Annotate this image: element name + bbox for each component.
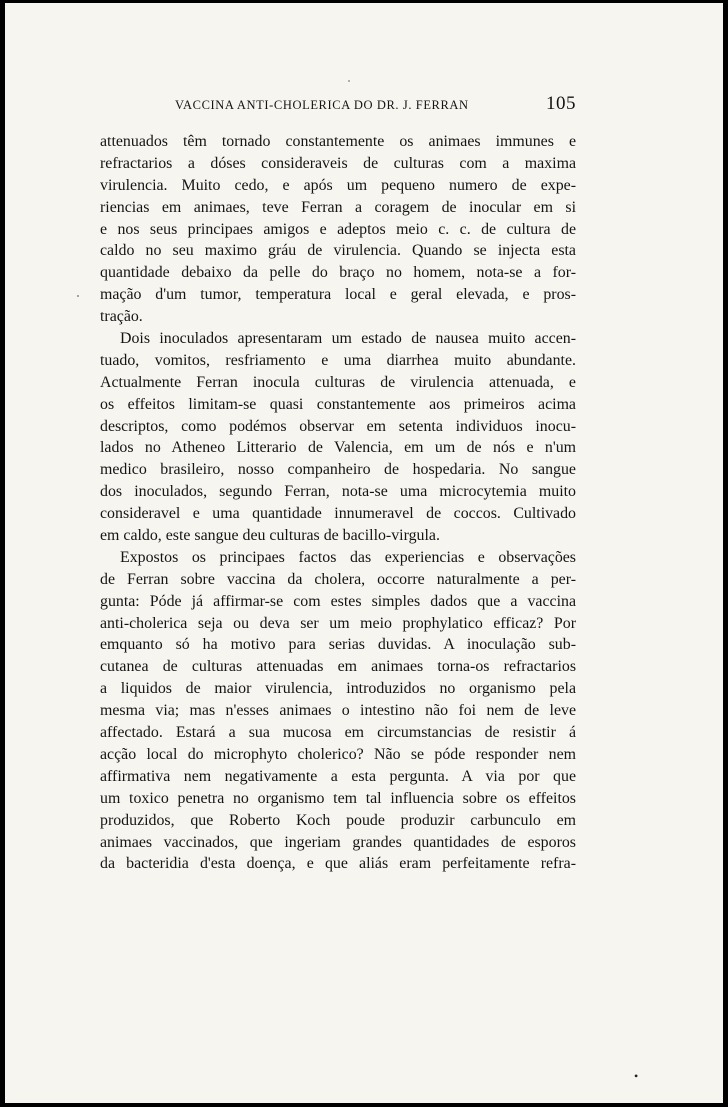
- text-line: tração.: [100, 308, 143, 326]
- text-line: affectado. Estará a sua mucosa em circumstancias de resistir á: [100, 724, 576, 742]
- page-number: 105: [546, 93, 576, 114]
- running-title: VACCINA ANTI-CHOLERICA DO DR. J. FERRAN: [175, 98, 469, 112]
- text-line: virulencia. Muito cedo, e após um pequeno numero de expe-: [100, 176, 576, 194]
- text-line: tuado, vomitos, resfriamento e uma diarrhea muito abundante.: [100, 351, 576, 369]
- print-speck: [348, 80, 350, 82]
- page-header: [100, 95, 576, 119]
- text-line: animaes vaccinados, que ingeriam grandes quantidades de esporos: [100, 833, 576, 851]
- text-line: anti-cholerica seja ou deva ser um meio prophylatico efficaz? Por: [100, 614, 576, 632]
- text-line: quantidade debaixo da pelle do braço no homem, nota-se a for-: [100, 264, 576, 282]
- text-line: e nos seus principaes amigos e adeptos meio c. c. de cultura de: [100, 220, 576, 238]
- text-line: produzidos, que Roberto Koch poude produzir carbunculo em: [100, 811, 576, 829]
- text-line: em caldo, este sangue deu culturas de bacillo-virgula.: [100, 527, 440, 545]
- print-mark: •: [634, 1069, 639, 1083]
- print-speck: [77, 295, 79, 297]
- text-line: riencias em animaes, teve Ferran a coragem de inocular em si: [100, 198, 576, 216]
- text-line: da bacteridia d'esta doença, e que aliás eram perfeitamente refra-: [100, 855, 576, 873]
- text-line: dos inoculados, segundo Ferran, nota-se uma microcytemia muito: [100, 483, 576, 501]
- text-line: consideravel e uma quantidade innumeravel de coccos. Cultivado: [100, 505, 576, 523]
- book-page: [5, 3, 723, 1103]
- text-line: Actualmente Ferran inocula culturas de virulencia attenuada, e: [100, 373, 576, 391]
- text-line: refractarios a dóses consideraveis de culturas com a maxima: [100, 154, 576, 172]
- text-line: medico brasileiro, nosso companheiro de hospedaria. No sangue: [100, 461, 576, 479]
- text-line: descriptos, como podémos observar em setenta individuos inocu-: [100, 417, 576, 435]
- text-line: gunta: Póde já affirmar-se com estes simples dados que a vaccina: [100, 592, 576, 610]
- body-text: [100, 131, 576, 875]
- text-line: affirmativa nem negativamente a esta pergunta. A via por que: [100, 767, 576, 785]
- text-line: caldo no seu maximo gráu de virulencia. Quando se injecta esta: [100, 242, 576, 260]
- paragraph-1: [100, 131, 576, 328]
- text-line: lados no Atheneo Litterario de Valencia, em um de nós e n'um: [100, 439, 576, 457]
- text-line: mação d'um tumor, temperatura local e geral elevada, e pros-: [100, 286, 576, 304]
- text-line: acção local do microphyto cholerico? Não se póde responder nem: [100, 745, 576, 763]
- text-line: Dois inoculados apresentaram um estado de nausea muito accen-: [120, 330, 576, 348]
- text-line: attenuados têm tornado constantemente os animaes immunes e: [100, 133, 576, 150]
- text-line: os effeitos limitam-se quasi constantemente aos primeiros acima: [100, 395, 576, 413]
- text-line: a liquidos de maior virulencia, introduzidos no organismo pela: [100, 680, 576, 698]
- text-line: emquanto só ha motivo para serias duvidas. A inoculação sub-: [100, 636, 576, 654]
- text-line: cutanea de culturas attenuadas em animaes torna-os refractarios: [100, 658, 576, 676]
- paragraph-2: [100, 328, 576, 547]
- text-line: Expostos os principaes factos das experiencias e observações: [120, 548, 576, 566]
- text-line: de Ferran sobre vaccina da cholera, occorre naturalmente a per-: [100, 570, 576, 588]
- text-line: mesma via; mas n'esses animaes o intestino não foi nem de leve: [100, 702, 576, 720]
- text-line: um toxico penetra no organismo tem tal influencia sobre os effeitos: [100, 789, 576, 807]
- paragraph-3: [100, 547, 576, 875]
